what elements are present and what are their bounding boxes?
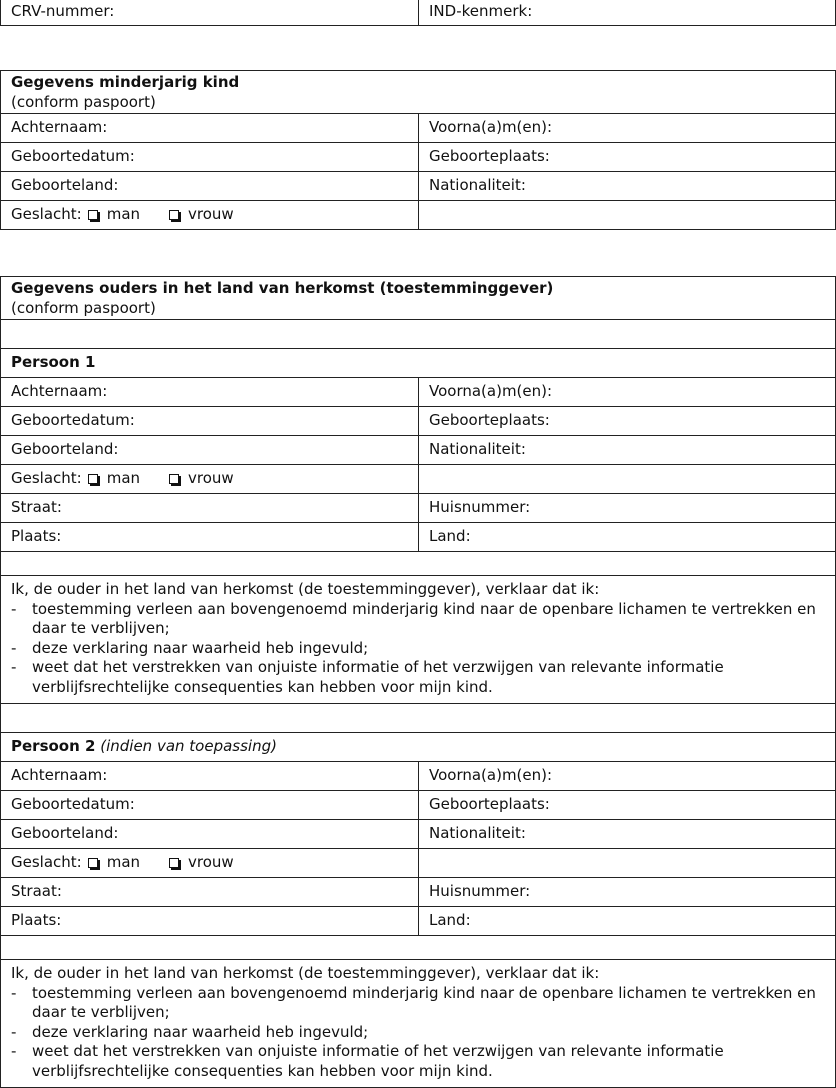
person1-declaration-row [1,575,835,703]
spacer-row [1,319,835,348]
person1-country-label: Land: [429,527,471,545]
person1-male-label: man [106,469,141,487]
person1-firstnames-field[interactable] [419,378,835,406]
person2-male-label: man [106,853,141,871]
child-section-header [1,71,835,113]
declaration-item: - weet dat het verstrekken van onjuiste informatie of het verzwijgen van relevante informatie verblijfsrechtelijke consequenties kan hebben voor mijn kind. [11,1042,724,1080]
person1-row-country [1,435,835,464]
person2-declaration-intro: Ik, de ouder in het land van herkomst (de toestemminggever), verklaar dat ik: [11,964,600,982]
person1-nationality-label: Nationaliteit: [429,440,526,458]
person2-housenumber-field[interactable] [419,878,835,906]
person1-birthcountry-label: Geboorteland: [11,440,119,458]
child-details-table [0,70,836,230]
person1-country-field[interactable] [419,523,835,551]
person1-birthplace-field[interactable] [419,407,835,435]
ind-reference-field[interactable] [419,0,835,25]
person2-row-country [1,819,835,848]
person1-row-street [1,493,835,522]
child-header-cell [1,71,835,113]
child-empty-cell [419,201,835,229]
person1-street-label: Straat: [11,498,62,516]
declaration-item-text: weet dat het verstrekken van onjuiste informatie of het verzwijgen van relevante informatie verblijfsrechtelijke consequenties kan hebben voor mijn kind. [32,658,724,696]
child-row-names [1,113,835,142]
parents-section-header [1,277,835,319]
person2-birthdate-label: Geboortedatum: [11,795,135,813]
person1-declaration-intro: Ik, de ouder in het land van herkomst (de toestemminggever), verklaar dat ik: [11,580,600,598]
child-row-birth [1,142,835,171]
person2-birthcountry-label: Geboorteland: [11,824,119,842]
person2-surname-label: Achternaam: [11,766,108,784]
person2-country-field[interactable] [419,907,835,935]
person2-row-street [1,877,835,906]
person2-housenumber-label: Huisnummer: [429,882,531,900]
child-surname-label: Achternaam: [11,118,108,136]
person2-declaration-list [11,984,825,1082]
person1-title: Persoon 1 [11,353,96,371]
person1-spacer-row [1,551,835,575]
child-firstnames-label: Voorna(a)m(en): [429,118,553,136]
person1-street-field[interactable] [1,494,419,522]
declaration-item-text: deze verklaring naar waarheid heb ingevuld; [32,638,369,657]
child-female-label: vrouw [188,205,234,223]
person1-housenumber-field[interactable] [419,494,835,522]
declaration-item: - toestemming verleen aan bovengenoemd minderjarig kind naar de openbare lichamen te vertrekken en daar te verblijven; [11,599,816,637]
child-gender-field [1,201,419,229]
person1-housenumber-label: Huisnummer: [429,498,531,516]
person2-declaration-row [1,959,835,1087]
reference-table [0,0,836,26]
child-gender-label: Geslacht: [11,205,82,223]
person2-title-note: (indien van toepassing) [100,737,277,755]
person1-row-place [1,522,835,551]
declaration-item-text: toestemming verleen aan bovengenoemd minderjarig kind naar de openbare lichamen te vertrekken en daar te verblijven; [32,599,816,637]
person2-row-gender [1,848,835,877]
person2-birthplace-label: Geboorteplaats: [429,795,550,813]
person2-city-field[interactable] [1,907,419,935]
person2-birthcountry-field[interactable] [1,820,419,848]
person2-firstnames-label: Voorna(a)m(en): [429,766,553,784]
person2-city-label: Plaats: [11,911,62,929]
person1-male-checkbox[interactable] [88,474,98,484]
person1-female-label: vrouw [188,469,234,487]
person2-empty-cell [419,849,835,877]
person2-gender-label: Geslacht: [11,853,82,871]
person1-birthdate-label: Geboortedatum: [11,411,135,429]
person2-country-label: Land: [429,911,471,929]
person1-declaration [1,576,835,703]
person2-row-names [1,761,835,790]
person1-birthcountry-field[interactable] [1,436,419,464]
child-male-label: man [106,205,141,223]
declaration-item: - deze verklaring naar waarheid heb ingevuld; [11,1022,369,1041]
declaration-item-text: deze verklaring naar waarheid heb ingevuld; [32,1022,369,1041]
child-section-title: Gegevens minderjarig kind [11,73,240,91]
child-birthdate-label: Geboortedatum: [11,147,135,165]
person2-female-label: vrouw [188,853,234,871]
child-birthcountry-label: Geboorteland: [11,176,119,194]
person2-title-row [1,732,835,761]
person2-declaration [1,960,835,1087]
child-male-checkbox[interactable] [88,210,98,220]
person1-title-row [1,348,835,377]
child-birthplace-field[interactable] [419,143,835,171]
declaration-item: - toestemming verleen aan bovengenoemd minderjarig kind naar de openbare lichamen te vertrekken en daar te verblijven; [11,983,816,1021]
person1-spacer-cell [1,552,835,575]
person2-birthplace-field[interactable] [419,791,835,819]
person2-gender-field [1,849,419,877]
parents-header-cell [1,277,835,319]
child-row-country [1,171,835,200]
parents-section-subtitle: (conform paspoort) [11,299,156,317]
child-birthcountry-field[interactable] [1,172,419,200]
person2-male-checkbox[interactable] [88,858,98,868]
person1-empty-cell [419,465,835,493]
person2-birthdate-field[interactable] [1,791,419,819]
person1-surname-label: Achternaam: [11,382,108,400]
child-birthdate-field[interactable] [1,143,419,171]
person2-surname-field[interactable] [1,762,419,790]
declaration-item: - weet dat het verstrekken van onjuiste informatie of het verzwijgen van relevante informatie verblijfsrechtelijke consequenties kan hebben voor mijn kind. [11,658,724,696]
person1-female-checkbox[interactable] [169,474,179,484]
person1-city-field[interactable] [1,523,419,551]
reference-row [1,0,835,25]
person1-row-birth [1,406,835,435]
person1-firstnames-label: Voorna(a)m(en): [429,382,553,400]
spacer-cell [1,320,835,348]
declaration-item-text: toestemming verleen aan bovengenoemd minderjarig kind naar de openbare lichamen te vertrekken en daar te verblijven; [32,983,816,1021]
child-nationality-field[interactable] [419,172,835,200]
parents-section-title: Gegevens ouders in het land van herkomst (toestemminggever) [11,279,554,297]
person2-street-label: Straat: [11,882,62,900]
child-birthplace-label: Geboorteplaats: [429,147,550,165]
person1-nationality-field[interactable] [419,436,835,464]
person2-title-cell [1,733,835,761]
person1-title-cell [1,349,835,377]
child-firstnames-field[interactable] [419,114,835,142]
person2-row-place [1,906,835,935]
person2-title: Persoon 2 [11,737,96,755]
person2-nationality-field[interactable] [419,820,835,848]
person2-firstnames-field[interactable] [419,762,835,790]
person1-row-gender [1,464,835,493]
child-female-checkbox[interactable] [169,210,179,220]
person1-gender-field [1,465,419,493]
person1-row-names [1,377,835,406]
ind-reference-label: IND-kenmerk: [429,2,533,20]
person2-spacer-row [1,935,835,959]
person1-surname-field[interactable] [1,378,419,406]
between-persons-spacer [1,703,835,732]
person2-spacer-cell [1,936,835,959]
person1-gender-label: Geslacht: [11,469,82,487]
person2-female-checkbox[interactable] [169,858,179,868]
person1-declaration-list [11,600,825,698]
person2-row-birth [1,790,835,819]
declaration-item-text: weet dat het verstrekken van onjuiste informatie of het verzwijgen van relevante informatie verblijfsrechtelijke consequenties kan hebben voor mijn kind. [32,1042,724,1080]
person1-birthplace-label: Geboorteplaats: [429,411,550,429]
person2-nationality-label: Nationaliteit: [429,824,526,842]
person2-street-field[interactable] [1,878,419,906]
child-section-subtitle: (conform paspoort) [11,93,156,111]
between-persons-spacer-cell [1,704,835,732]
crv-number-label: CRV-nummer: [11,2,115,20]
crv-number-field[interactable] [1,0,419,25]
person1-birthdate-field[interactable] [1,407,419,435]
child-row-gender [1,200,835,229]
child-surname-field[interactable] [1,114,419,142]
declaration-item: - deze verklaring naar waarheid heb ingevuld; [11,638,369,657]
parents-details-table [0,276,836,1088]
person1-city-label: Plaats: [11,527,62,545]
child-nationality-label: Nationaliteit: [429,176,526,194]
